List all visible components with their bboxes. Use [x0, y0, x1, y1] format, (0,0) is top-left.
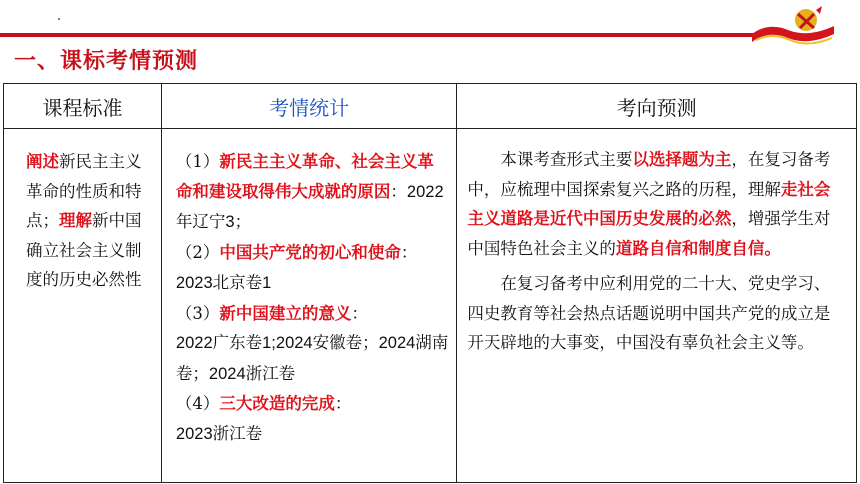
- prediction-text-span: ，增强学生对中国特色社会主义的: [467, 209, 831, 258]
- standard-text-1: 新民主主义革命的性质和特点；: [26, 152, 142, 230]
- prediction-paragraph-1: [467, 145, 846, 263]
- stat-item-number: （3）: [175, 303, 220, 323]
- prediction-highlight: 以选择题为主: [632, 150, 732, 169]
- verb-elaborate: 阐述: [26, 152, 59, 171]
- stat-item-title: 新中国建立的意义: [219, 303, 352, 323]
- statistics-cell: [161, 129, 456, 483]
- stat-item-source: ：2023北京卷1: [175, 243, 418, 292]
- stat-item-number: （1）: [175, 152, 220, 171]
- standard-cell: [4, 129, 162, 483]
- stat-item-colon: ：: [334, 394, 352, 413]
- stat-item-title: 中国共产党的初心和使命: [219, 242, 401, 262]
- stat-item-1: [176, 147, 450, 238]
- standard-text-2: 新中国确立社会主义制度的历史必然性: [26, 211, 142, 289]
- stat-item-source: ：2022年辽宁3；: [175, 182, 444, 231]
- verb-understand: 理解: [59, 211, 92, 230]
- stat-item-number: （2）: [175, 242, 220, 262]
- header-course-standard: 课程标准: [4, 84, 162, 129]
- stat-item-colon: ：: [351, 303, 368, 323]
- stat-item-source: 2022广东卷1;2024安徽卷；2024湖南卷；2024浙江卷: [175, 334, 449, 383]
- stat-item-title: 新民主主义革命、社会主义革命和建设取得伟大成就的原因: [175, 152, 434, 201]
- stat-item-source: 2023浙江卷: [175, 424, 263, 443]
- header-exam-statistics: 考情统计: [161, 84, 456, 129]
- party-emblem-icon: [748, 4, 838, 50]
- prediction-cell: [457, 129, 857, 483]
- course-standard-table: [3, 83, 857, 483]
- prediction-text: [457, 129, 856, 358]
- prediction-paragraph-2: 在复习备考中应利用党的二十大、党史学习、四史教育等社会热点话题说明中国共产党的成立是开天辟地的大事变，中国没有辜负社会主义等。: [467, 274, 831, 352]
- stat-item-4: [176, 389, 450, 449]
- statistics-text: [162, 129, 456, 449]
- prediction-highlight: 走社会主义道路是近代中国历史发展的必然: [467, 179, 831, 228]
- prediction-text-span: 本课考查形式主要: [500, 150, 633, 169]
- decorative-dot: [58, 18, 60, 20]
- top-red-bar: [0, 33, 760, 37]
- stat-item-3: [176, 299, 450, 390]
- section-title: 一、课标考情预测: [14, 49, 199, 74]
- stat-item-title: 三大改造的完成: [219, 394, 335, 413]
- stat-item-2: [176, 238, 450, 299]
- prediction-highlight: 道路自信和制度自信。: [615, 238, 781, 258]
- header-exam-prediction: 考向预测: [457, 84, 857, 129]
- prediction-text-span: ，在复习备考中，应梳理中国探索复兴之路的历程，理解: [467, 150, 831, 199]
- stat-item-number: （4）: [175, 394, 220, 413]
- standard-text: [4, 129, 152, 295]
